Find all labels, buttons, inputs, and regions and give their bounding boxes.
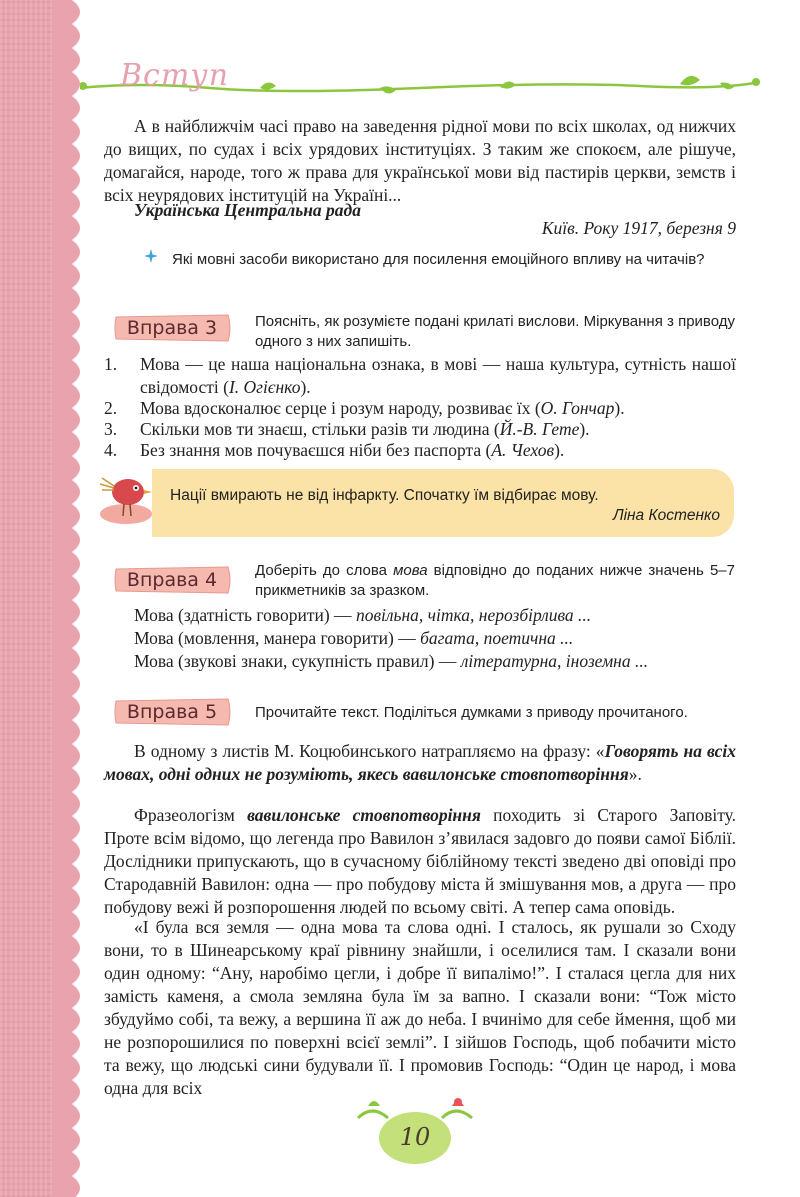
quote-author: Й.-В. Гете — [499, 419, 580, 439]
meaning-examples: повільна, чітка, нерозбірлива ... — [355, 605, 592, 625]
task-word: мова — [393, 562, 428, 579]
meaning-line — [134, 627, 734, 650]
scalloped-edge — [52, 0, 92, 1197]
intro-author: Українська Центральна рада — [134, 200, 361, 220]
paragraph-text: В одному з листів М. Коцюбинського натрапляємо на фразу: « — [134, 741, 605, 761]
list-text — [140, 353, 736, 399]
list-text — [140, 439, 736, 462]
task-text: Доберіть до слова — [255, 562, 394, 579]
exercise-4-label: Вправа 4 — [112, 563, 232, 597]
meaning-examples: багата, поетична ... — [420, 628, 574, 648]
highlighted-term: вавилонське стовпотворіння — [247, 805, 481, 825]
highlighted-quote: Говорять на всіх мовах, одні одних не розуміють, якесь вавилонське стовпотворіння — [104, 741, 736, 784]
list-number: 3. — [104, 419, 118, 439]
note-quote: Нації вмирають не від інфаркту. Спочатку їм відбирає мову. — [170, 487, 599, 504]
header-title: Вступ — [120, 58, 230, 93]
exercise-5-label: Вправа 5 — [112, 695, 232, 729]
meaning-line — [134, 650, 738, 673]
paragraph-text-end: походить зі Старого Заповіту. Проте всім відомо, що легенда про Вавилон з’явилася задовго до появи самої Біблії. Дослідники припускають, що в сучасному біблійному тексті зведено дві оповіді про Стародавній Вавилон: одна — про побудову міста й змішування мов, а друга — про побудову вежі й розпорошення людей по всьому світі. А тепер сама оповідь. — [104, 805, 736, 917]
exercise-4-task — [255, 561, 735, 601]
list-number: 4. — [104, 440, 118, 460]
quote-text: Скільки мов ти знаєш, стільки разів ти людина ( — [140, 419, 500, 439]
list-number: 1. — [104, 354, 118, 374]
text-paragraph-2 — [104, 804, 736, 919]
text-paragraph-1 — [104, 740, 736, 786]
intro-question: Які мовні засоби використано для посилення емоційного впливу на читачів? — [172, 251, 705, 268]
intro-date: Київ. Року 1917, березня 9 — [541, 218, 736, 238]
quote-text: Без знання мов почуваєшся ніби без паспорта ( — [140, 440, 492, 460]
exercise-5-task: Прочитайте текст. Поділіться думками з приводу прочитаного. — [255, 704, 688, 721]
quote-end: ). — [614, 398, 625, 418]
meaning-line — [134, 604, 734, 627]
bird-icon — [96, 466, 158, 528]
quote-author: О. Гончар — [540, 398, 615, 418]
exercise-3-task: Поясніть, як розумієте подані крилаті вислови. Міркування з приводу одного з них запишіть. — [255, 313, 735, 350]
page-number: 10 — [399, 1123, 431, 1151]
exercise-3-label: Вправа 3 — [112, 311, 232, 345]
task-text-end: відповідно до поданих нижче значень 5–7 прикметників за зразком. — [255, 562, 735, 599]
page-header — [80, 58, 760, 108]
paragraph-end: ». — [628, 764, 642, 784]
list-item — [104, 353, 736, 399]
intro-quote: А в найближчім часі право на заведення рідної мови по всіх школах, од нижчих до вищих, по судах і всіх урядових інституціях. З таким же спокоєм, але рішуче, домагайся, народе, того ж права для української мови від пастирів церкви, земств і всіх неурядових інституцій на Україні... — [104, 116, 736, 205]
note-author: Ліна Костенко — [612, 507, 720, 524]
meaning-text: Мова (звукові знаки, сукупність правил) — — [134, 651, 461, 671]
quote-end: ). — [554, 440, 565, 460]
quote-end: ). — [300, 377, 311, 397]
list-text — [140, 397, 736, 420]
quote-author: А. Чехов — [491, 440, 555, 460]
list-number: 2. — [104, 398, 118, 418]
quote-author: І. Огієнко — [228, 377, 301, 397]
meaning-text: Мова (мовлення, манера говорити) — — [134, 628, 421, 648]
quote-end: ). — [579, 419, 590, 439]
text-paragraph-3: «І була вся земля — одна мова та слова одні. І сталось, як рушали зо Сходу вони, то в Шинеарському краї рівнину знайшли, і оселилися там. І сказали вони один одному: “Ану, наробімо цегли, і добре її випалімо!”. І сталася цегла для них замість каменя, а смола земляна була їм за вапно. І сказали вони: “Тож місто збудуймо собі, та вежу, а вершина її аж до неба. І вчинімо для себе ймення, щоб ми не розпорошилися по поверхні всієї землі”. І зійшов Господь, щоб побачити місто та вежу, що людські сини будували її. І промовив Господь: “Один це народ, і мова одна для всіх — [104, 917, 736, 1098]
meaning-text: Мова (здатність говорити) — — [134, 605, 356, 625]
star-icon — [144, 249, 158, 263]
list-text — [140, 418, 736, 441]
paragraph-text: Фразеологізм — [134, 805, 248, 825]
meaning-examples: літературна, іноземна ... — [460, 651, 649, 671]
quote-text: Мова — це наша національна ознака, в мові — наша культура, сутність нашої свідомості ( — [140, 354, 736, 397]
quote-text: Мова вдосконалює серце і розум народу, розвиває їх ( — [140, 398, 541, 418]
